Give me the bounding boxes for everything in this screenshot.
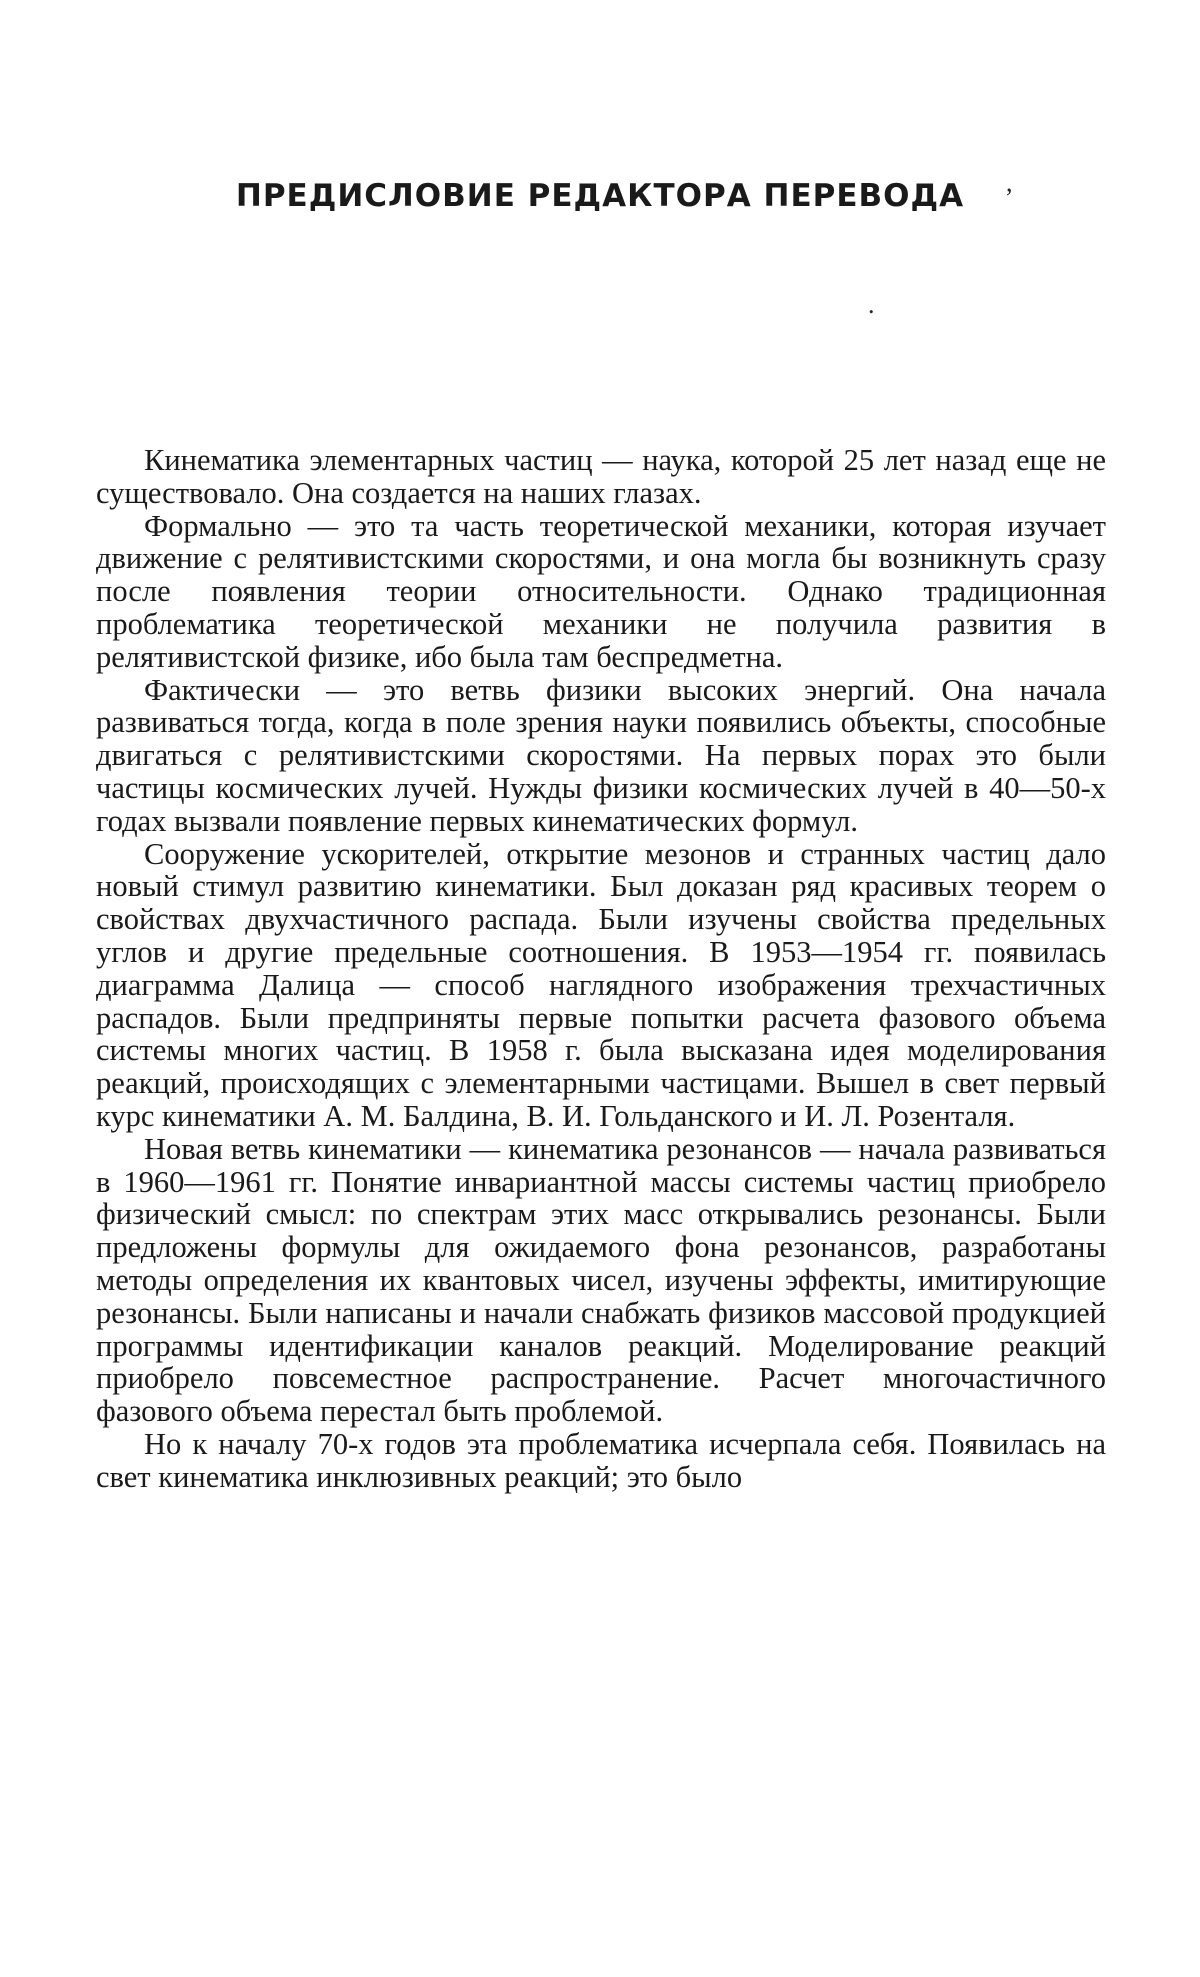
paragraph: Формально — это та часть теоретической механики, которая изучает движение с релятивистскими скоростями, и она могла бы возникнуть сразу после появления теории относительности. Однако традиционная проблематика теоретической механики не получила развития в релятивистской физике, ибо была там беспредметна.	[96, 508, 1106, 674]
paragraph: Кинематика элементарных частиц — наука, которой 25 лет назад еще не существовало. Она создается на наших глазах.	[96, 443, 1106, 510]
scan-mark-dot: .	[868, 290, 875, 319]
paragraph: Но к началу 70-х годов эта проблематика исчерпала себя. Появилась на свет кинематика инклюзивных реакций; это было	[96, 1426, 1106, 1494]
paragraph: Сооружение ускорителей, открытие мезонов и странных частиц дало новый стимул развитию кинематики. Был доказан ряд красивых теорем о свойствах двухчастичного распада. Были изучены свойства предельных углов и другие предельные соотношения. В 1953—1954 гг. появилась диаграмма Далица — способ наглядного изображения трехчастичных распадов. Были предприняты первые попытки расчета фазового объема системы многих частиц. В 1958 г. была высказана идея моделирования реакций, происходящих с элементарными частицами. Вышел в свет первый курс кинематики А. М. Балдина, В. И. Гольданского и И. Л. Розенталя.	[96, 836, 1106, 1133]
paragraph: Новая ветвь кинематики — кинематика резонансов — начала развиваться в 1960—1961 гг. Понятие инвариантной массы системы частиц приобрело физический смысл: по спектрам этих масс открывались резонансы. Были предложены формулы для ожидаемого фона резонансов, разработаны методы определения их квантовых чисел, изучены эффекты, имитирующие резонансы. Были написаны и начали снабжать физиков массовой продукцией программы идентификации каналов реакций. Моделирование реакций приобрело повсеместное распространение. Расчет многочастичного фазового объема перестал быть проблемой.	[96, 1131, 1106, 1429]
page-title: ПРЕДИСЛОВИЕ РЕДАКТОРА ПЕРЕВОДА	[235, 178, 965, 214]
paragraph: Фактически — это ветвь физики высоких энергий. Она начала развиваться тогда, когда в поле зрения науки появились объекты, способные двигаться с релятивистскими скоростями. На первых порах это были частицы космических лучей. Нужды физики космических лучей в 40—50-х годах вызвали появление первых кинематических формул.	[96, 672, 1106, 838]
scan-mark-comma: ,	[1006, 168, 1013, 197]
body-text	[96, 444, 1106, 1494]
